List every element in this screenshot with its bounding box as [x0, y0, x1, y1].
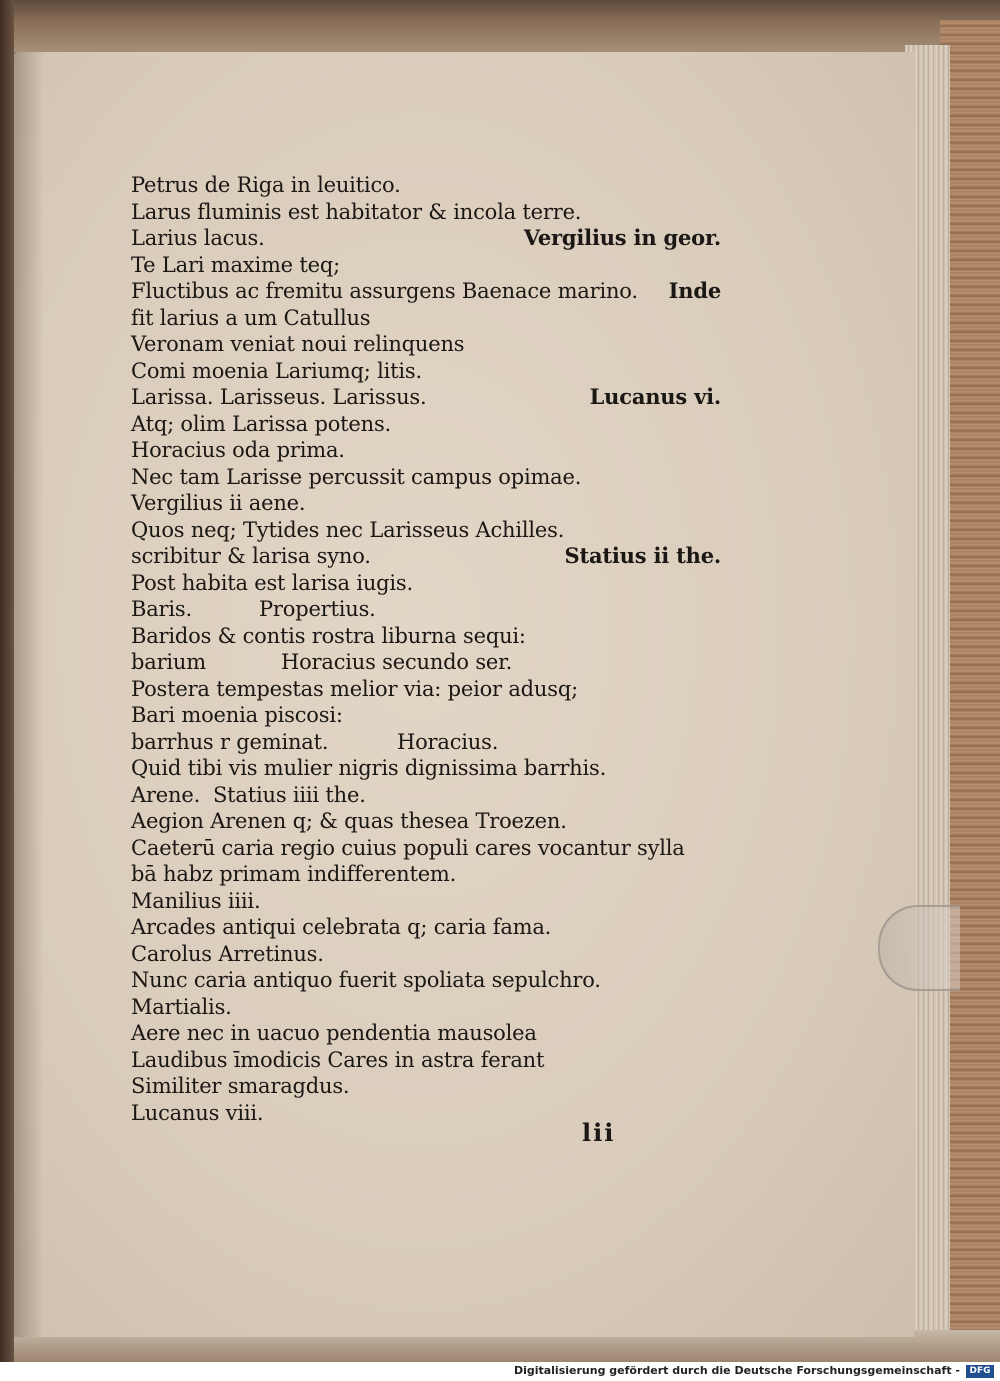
line-text: Aegion Arenen q; & quas thesea Troezen.	[131, 809, 567, 833]
folio-number: lii	[582, 1118, 616, 1147]
line-text: bā habz primam indifferentem.	[131, 862, 457, 886]
line-text: Baris.	[131, 597, 192, 621]
text-line	[131, 384, 721, 411]
text-line	[131, 994, 721, 1021]
text-line	[131, 517, 721, 544]
text-line	[131, 305, 721, 332]
line-text: Quos neq; Tytides nec Larisseus Achilles.	[131, 517, 565, 542]
line-right-citation: Statius ii the.	[564, 543, 721, 568]
text-line	[131, 835, 721, 862]
line-text: Veronam veniat noui relinquens	[131, 332, 465, 356]
line-text: scribitur & larisa syno.	[131, 544, 371, 568]
text-line	[131, 490, 721, 517]
dfg-logo: DFG	[966, 1365, 994, 1378]
line-text: Nunc caria antiquo fuerit spoliata sepulchro.	[131, 968, 601, 992]
text-line	[131, 199, 721, 226]
line-citation: Horacius.	[397, 729, 499, 754]
line-text: Lucanus viii.	[131, 1100, 264, 1125]
text-block	[131, 172, 721, 1126]
line-text: Caeterū caria regio cuius populi cares vocantur sylla	[131, 835, 685, 860]
line-citation: Horacius secundo ser.	[281, 650, 513, 674]
text-line	[131, 782, 721, 809]
text-line	[131, 729, 721, 756]
line-text: Larus fluminis est habitator & incola terre.	[131, 199, 582, 224]
line-text: fit larius a um Catullus	[131, 305, 371, 330]
text-line	[131, 649, 721, 676]
book-spine	[0, 0, 14, 1362]
text-line	[131, 755, 721, 782]
text-line	[131, 676, 721, 703]
line-text: Bari moenia piscosi:	[131, 703, 343, 727]
text-line	[131, 1020, 721, 1047]
text-line	[131, 914, 721, 941]
text-line	[131, 941, 721, 968]
text-line	[131, 464, 721, 491]
footer-credit: Digitalisierung gefördert durch die Deutsche Forschungsgemeinschaft -	[513, 1364, 960, 1377]
text-line	[131, 623, 721, 650]
line-text: Aere nec in uacuo pendentia mausolea	[131, 1021, 537, 1045]
gutter-shadow	[14, 52, 44, 1337]
text-line	[131, 172, 721, 199]
text-line	[131, 331, 721, 358]
text-line	[131, 1100, 721, 1127]
line-text: Carolus Arretinus.	[131, 941, 324, 966]
book-cover-top	[0, 0, 1000, 55]
line-text: Horacius oda prima.	[131, 438, 345, 462]
line-citation: Statius iiii the.	[213, 782, 366, 807]
text-line	[131, 411, 721, 438]
line-text: barium	[131, 650, 206, 674]
line-right-citation: Vergilius in geor.	[523, 225, 721, 250]
text-line	[131, 543, 721, 570]
line-text: Petrus de Riga in leuitico.	[131, 173, 401, 197]
text-line	[131, 278, 721, 305]
text-line	[131, 1073, 721, 1100]
line-text: barrhus r geminat.	[131, 729, 329, 754]
line-right-citation: Lucanus vi.	[589, 384, 721, 409]
line-text: Comi moenia Lariumq; litis.	[131, 358, 422, 383]
line-text: Quid tibi vis mulier nigris dignissima barrhis.	[131, 756, 607, 780]
line-text: Arene.	[131, 782, 201, 807]
line-text: Larissa. Larisseus. Larissus.	[131, 385, 427, 409]
line-text: Te Lari maxime teq;	[131, 252, 340, 277]
line-text: Arcades antiqui celebrata q; caria fama.	[131, 915, 552, 939]
line-text: Vergilius ii aene.	[131, 491, 306, 515]
text-line	[131, 861, 721, 888]
line-citation: Propertius.	[259, 597, 376, 621]
text-line	[131, 888, 721, 915]
text-line	[131, 570, 721, 597]
text-line	[131, 225, 721, 252]
line-text: Post habita est larisa iugis.	[131, 570, 413, 595]
line-text: Baridos & contis rostra liburna sequi:	[131, 623, 526, 648]
line-text: Laudibus īmodicis Cares in astra ferant	[131, 1047, 545, 1072]
line-text: Martialis.	[131, 994, 232, 1019]
line-right-citation: Inde	[668, 278, 721, 303]
line-text: Nec tam Larisse percussit campus opimae.	[131, 464, 582, 489]
text-line	[131, 967, 721, 994]
text-line	[131, 252, 721, 279]
text-line	[131, 596, 721, 623]
text-line	[131, 808, 721, 835]
line-text: Postera tempestas melior via: peior adusq;	[131, 676, 578, 701]
text-line	[131, 1047, 721, 1074]
text-line	[131, 358, 721, 385]
line-text: Atq; olim Larissa potens.	[131, 411, 391, 436]
line-text: Larius lacus.	[131, 226, 265, 250]
line-text: Fluctibus ac fremitu assurgens Baenace marino.	[131, 279, 638, 303]
page-clip	[878, 905, 960, 991]
line-text: Similiter smaragdus.	[131, 1074, 350, 1098]
text-line	[131, 437, 721, 464]
footer-bar	[0, 1362, 1000, 1381]
text-line	[131, 702, 721, 729]
line-text: Manilius iiii.	[131, 888, 261, 913]
